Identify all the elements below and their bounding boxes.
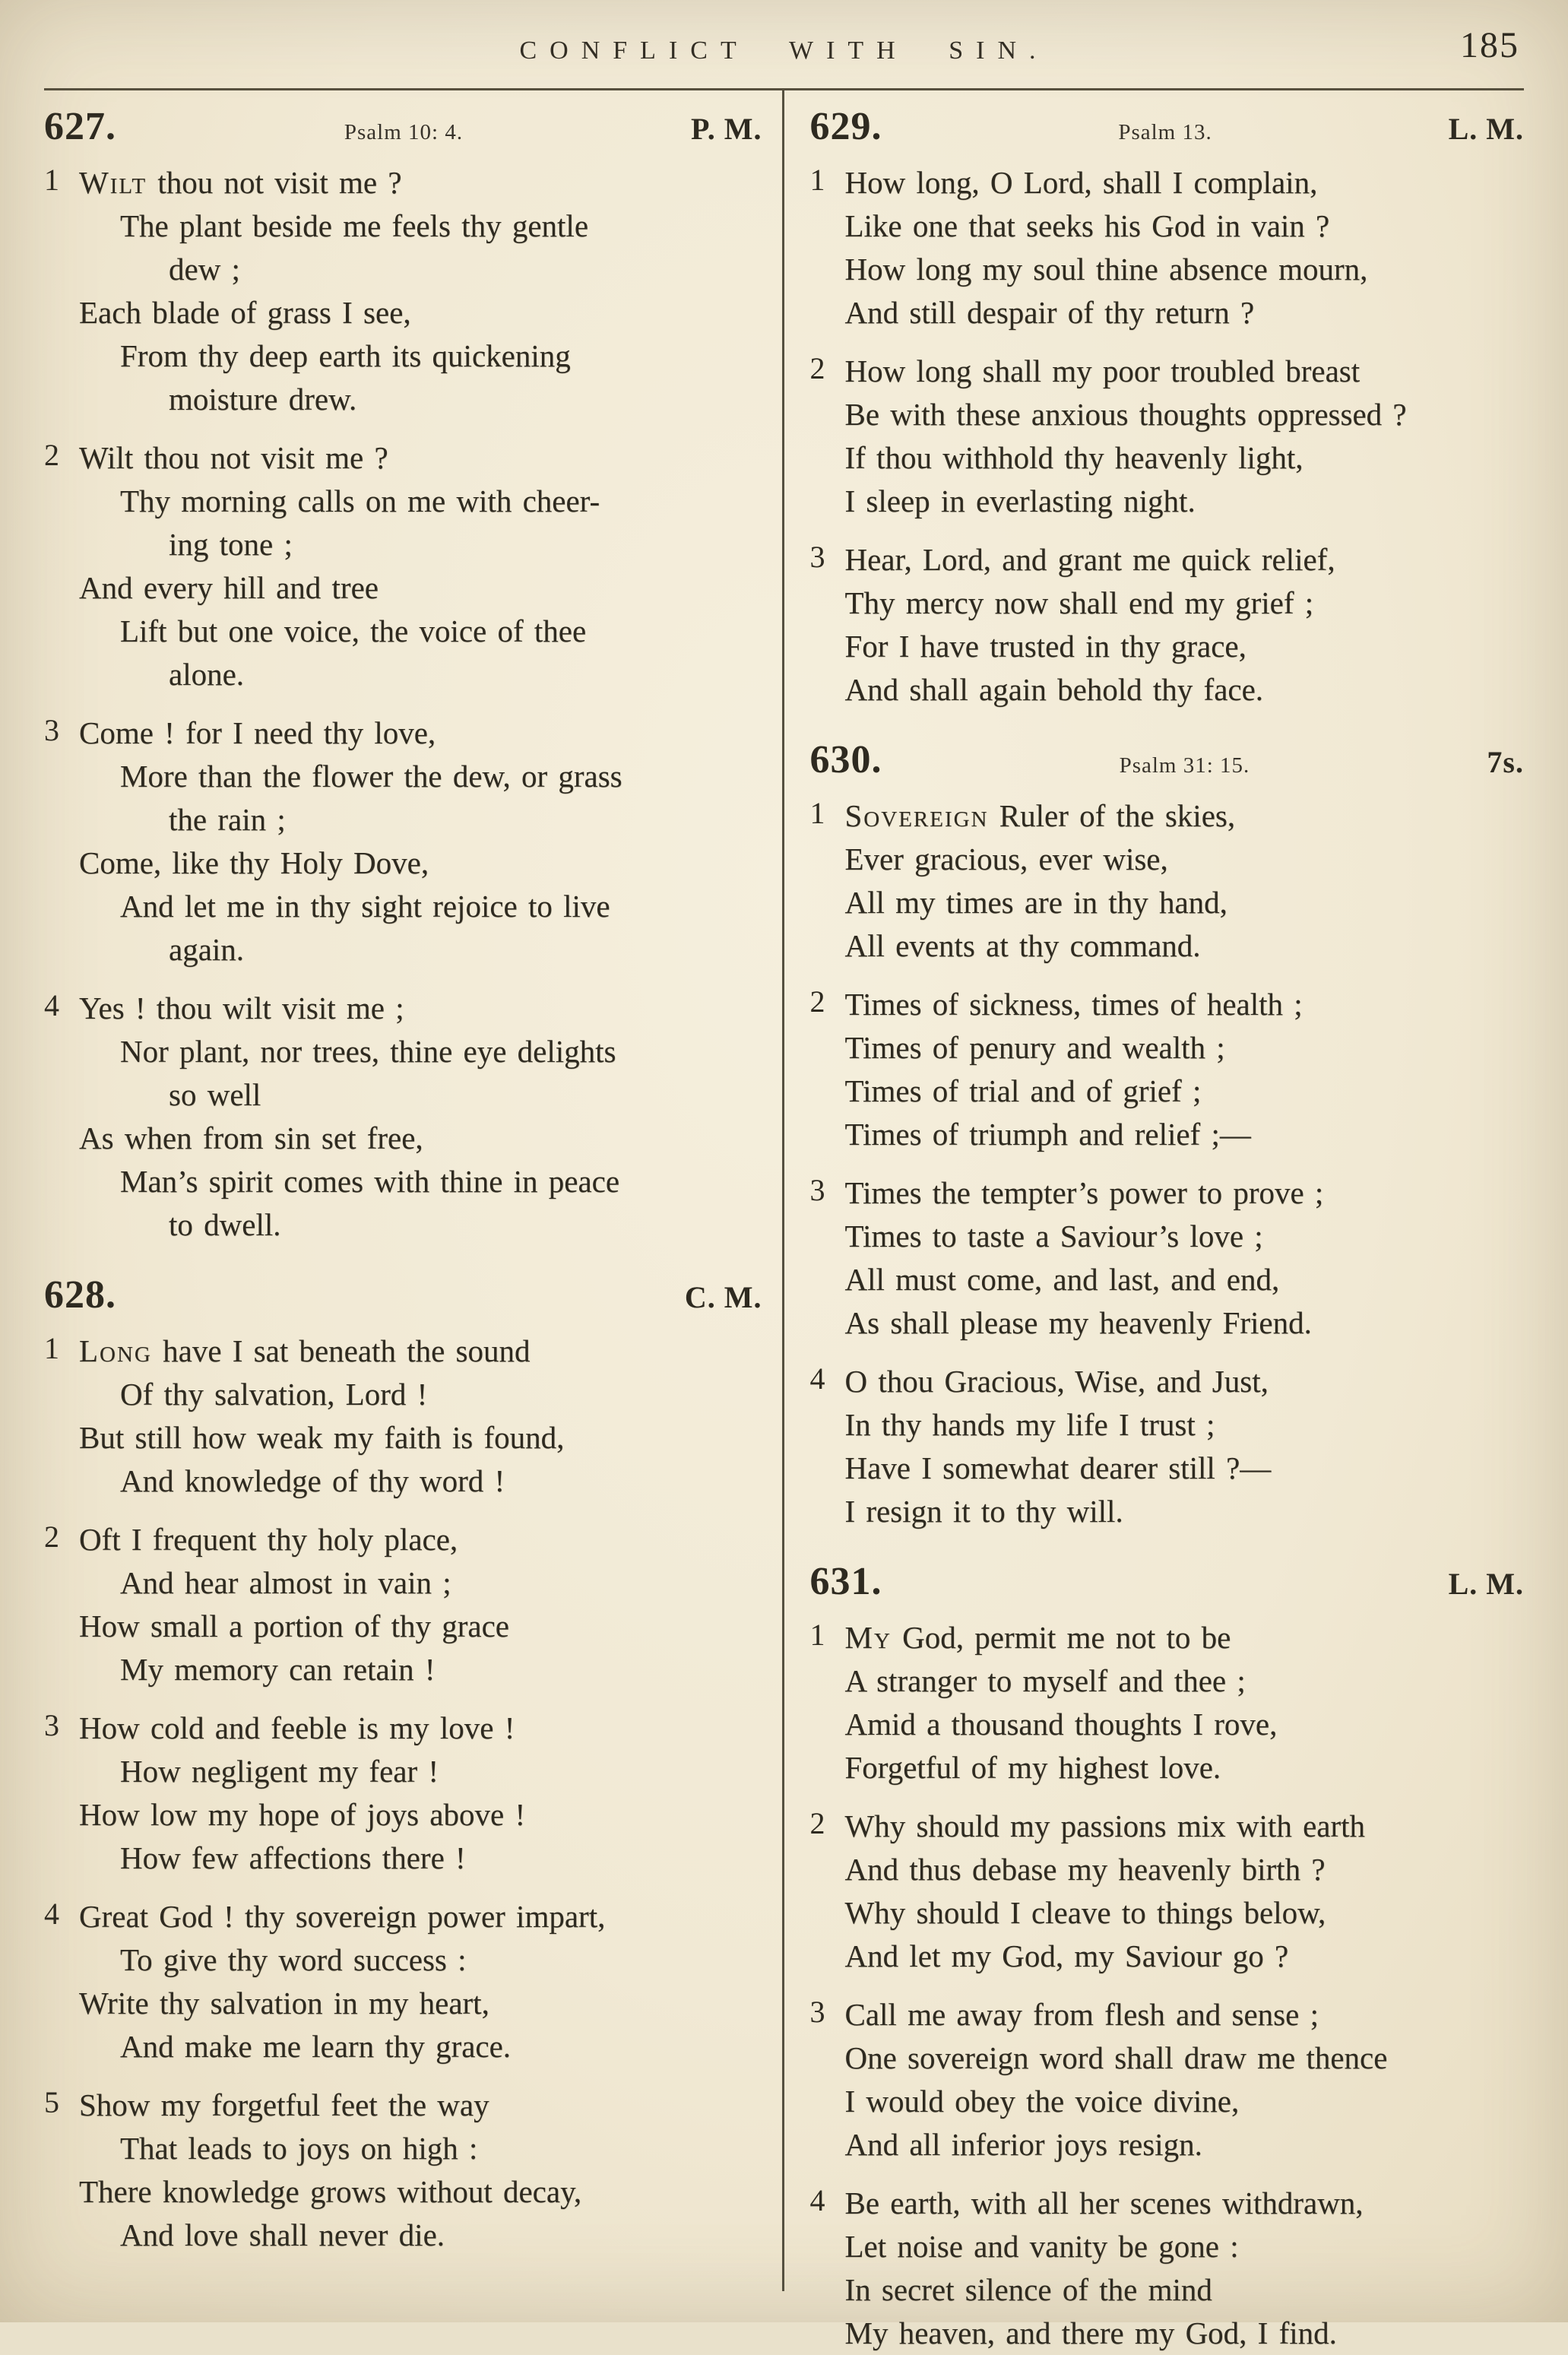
verse-line: Lift but one voice, the voice of thee (120, 613, 587, 648)
hymn-629 (810, 104, 1525, 712)
hymn-heading (44, 104, 762, 149)
verse-number: 1 (809, 1618, 825, 1652)
verse-lines (845, 1616, 1525, 1789)
verse-line: Come ! for I need thy love, (79, 715, 436, 750)
verse-number: 1 (809, 796, 825, 830)
verse (810, 1993, 1525, 2166)
verse-lines (79, 161, 762, 421)
verse-line: If thou withhold thy heavenly light, (844, 440, 1303, 475)
verse-line: How long shall my poor troubled breast (844, 353, 1361, 388)
section-title: CONFLICT WITH SIN. (519, 36, 1049, 65)
verse (810, 350, 1525, 523)
verse (810, 794, 1525, 968)
verse (44, 161, 762, 421)
verse-line: I would obey the voice divine, (844, 2084, 1240, 2119)
verse-line: My memory can retain ! (120, 1652, 436, 1687)
verse (44, 712, 762, 971)
verse-lines (79, 712, 762, 971)
verse-line: Wilt thou not visit me ? (79, 440, 388, 475)
verse-number: 1 (44, 1331, 59, 1365)
verse-line: Times of trial and of grief ; (844, 1073, 1202, 1108)
verse-number: 2 (44, 438, 59, 472)
verse-line: How few affections there ! (120, 1840, 466, 1875)
verse-line: And still despair of thy return ? (844, 295, 1255, 330)
verse (810, 1616, 1525, 1789)
verse (44, 1330, 762, 1503)
verse-line: My God, permit me not to be (844, 1620, 1231, 1655)
hymn-meter: L. M. (1448, 112, 1524, 146)
verse-line: My heaven, and there my God, I find. (844, 2315, 1337, 2350)
verse-number: 2 (809, 351, 825, 385)
hymn-reference: Psalm 31: 15. (1119, 753, 1250, 778)
verse-line: Why should I cleave to things below, (844, 1895, 1326, 1930)
hymn-630 (810, 737, 1525, 1533)
verse-line: And shall again behold thy face. (844, 672, 1264, 707)
verse-line: Why should my passions mix with earth (844, 1808, 1366, 1843)
verse (44, 1707, 762, 1880)
hymn-number: 627. (44, 105, 116, 148)
verse (810, 1171, 1525, 1345)
verse-line: How cold and feeble is my love ! (79, 1710, 515, 1745)
small-caps-lead: Wilt (79, 165, 147, 200)
verse-line: And all inferior joys resign. (844, 2127, 1202, 2162)
hymn-meter: C. M. (684, 1280, 762, 1314)
verse-line: There knowledge grows without decay, (79, 2174, 582, 2209)
hymn-heading (810, 737, 1525, 782)
verse-line: Times of penury and wealth ; (844, 1030, 1225, 1065)
verse-number: 4 (809, 1361, 825, 1396)
verse (810, 538, 1525, 712)
verse-number: 2 (44, 1520, 59, 1554)
verse-number: 3 (44, 1708, 59, 1742)
verse-line: Ever gracious, ever wise, (844, 842, 1168, 876)
text-columns (44, 90, 1524, 2350)
verse-line: How small a portion of thy grace (79, 1609, 509, 1643)
verse-line: And knowledge of thy word ! (120, 1463, 505, 1498)
hymn-meter: 7s. (1487, 745, 1524, 779)
verse-number: 2 (809, 1806, 825, 1840)
verse-line: Times the tempter’s power to prove ; (844, 1175, 1324, 1210)
verse-lines (79, 1895, 762, 2068)
verse-lines (845, 350, 1525, 523)
verse-line: dew ; (169, 252, 240, 287)
verse-line: In secret silence of the mind (844, 2272, 1212, 2307)
verse-line: How negligent my fear ! (120, 1754, 439, 1789)
verse-line: The plant beside me feels thy gentle (120, 208, 589, 243)
verse-lines (845, 538, 1525, 712)
verse-number: 1 (809, 163, 825, 197)
verse-line: How long my soul thine absence mourn, (844, 252, 1368, 287)
verse-line: Hear, Lord, and grant me quick relief, (844, 542, 1335, 577)
verse-line: Sovereign Ruler of the skies, (844, 798, 1236, 833)
verse-line: Let noise and vanity be gone : (844, 2229, 1239, 2264)
page-number: 185 (1460, 25, 1519, 65)
verse-line: to dwell. (169, 1207, 281, 1242)
verse-line: I sleep in everlasting night. (844, 483, 1196, 518)
verse-lines (845, 983, 1525, 1156)
verse-number: 5 (44, 2085, 59, 2119)
verse-line: In thy hands my life I trust ; (844, 1407, 1215, 1442)
verse-line: Thy mercy now shall end my grief ; (844, 585, 1314, 620)
verse-line: I resign it to thy will. (844, 1494, 1123, 1529)
verse-line: Man’s spirit comes with thine in peace (120, 1164, 620, 1199)
verse (44, 1518, 762, 1691)
verse-lines (845, 1805, 1525, 1978)
verse-line: the rain ; (169, 802, 286, 837)
verse-line: Each blade of grass I see, (79, 295, 411, 330)
verse-lines (79, 1330, 762, 1503)
verse-lines (845, 1171, 1525, 1345)
verse-lines (79, 987, 762, 1247)
verse-line: Amid a thousand thoughts I rove, (844, 1707, 1278, 1742)
hymn-631 (810, 1559, 1525, 2355)
verse (810, 1805, 1525, 1978)
verse-line: How long, O Lord, shall I complain, (844, 165, 1318, 200)
hymn-number: 630. (809, 738, 882, 781)
verse-line: alone. (169, 657, 245, 692)
left-column (44, 90, 784, 2291)
verse (810, 161, 1525, 334)
verse-line: again. (169, 932, 245, 967)
right-column (784, 90, 1525, 2350)
verse-line: O thou Gracious, Wise, and Just, (844, 1364, 1269, 1399)
verse-line: As shall please my heavenly Friend. (844, 1305, 1312, 1340)
verse-line: Have I somewhat dearer still ?— (844, 1450, 1272, 1485)
verse-lines (79, 1518, 762, 1691)
verse (810, 1360, 1525, 1533)
verse (810, 2182, 1525, 2355)
verse-number: 3 (809, 1995, 825, 2029)
verse-line: Thy morning calls on me with cheer- (120, 483, 600, 518)
verse-line: Oft I frequent thy holy place, (79, 1522, 458, 1557)
verse-line: Like one that seeks his God in vain ? (844, 208, 1330, 243)
verse-line: For I have trusted in thy grace, (844, 629, 1246, 664)
verse-line: And hear almost in vain ; (120, 1565, 451, 1600)
verse-number: 3 (44, 713, 59, 747)
small-caps-lead: Long (79, 1333, 152, 1368)
hymn-heading (810, 104, 1525, 149)
verse-number: 4 (44, 1897, 59, 1931)
verse-line: Be with these anxious thoughts oppressed ? (844, 397, 1407, 432)
verse-line: Call me away from flesh and sense ; (844, 1997, 1319, 2032)
verse (44, 1895, 762, 2068)
hymn-meter: P. M. (690, 112, 762, 146)
verse-line: Be earth, with all her scenes withdrawn, (844, 2185, 1364, 2220)
verse-line: More than the flower the dew, or grass (120, 759, 622, 794)
hymn-number: 628. (44, 1273, 116, 1317)
verse-number: 3 (809, 1173, 825, 1207)
verse-line: All events at thy command. (844, 928, 1201, 963)
verse-lines (845, 794, 1525, 968)
small-caps-lead: My (844, 1620, 892, 1655)
verse (44, 436, 762, 696)
verse-line: A stranger to myself and thee ; (844, 1663, 1246, 1698)
verse-line: How low my hope of joys above ! (79, 1797, 526, 1832)
hymn-number: 629. (809, 105, 882, 148)
verse-line: Times of triumph and relief ;— (844, 1117, 1251, 1152)
verse-lines (79, 436, 762, 696)
hymn-reference: Psalm 10: 4. (344, 120, 464, 144)
verse-line: moisture drew. (169, 382, 357, 417)
verse-line: All must come, and last, and end, (844, 1262, 1280, 1297)
verse-line: And every hill and tree (79, 570, 379, 605)
verse-number: 3 (809, 540, 825, 574)
verse-line: Times to taste a Saviour’s love ; (844, 1219, 1263, 1254)
hymn-627 (44, 104, 762, 1247)
verse-line: so well (169, 1077, 261, 1112)
verse-line: But still how weak my faith is found, (79, 1420, 565, 1455)
verse-line: Great God ! thy sovereign power impart, (79, 1899, 606, 1934)
verse-number: 4 (809, 2183, 825, 2217)
verse (810, 983, 1525, 1156)
verse-line: ing tone ; (169, 527, 293, 562)
running-header (44, 25, 1524, 79)
verse-number: 1 (44, 163, 59, 197)
verse-line: Yes ! thou wilt visit me ; (79, 990, 404, 1025)
verse (44, 987, 762, 1247)
verse-line: Times of sickness, times of health ; (844, 987, 1303, 1022)
verse-line: Show my forgetful feet the way (79, 2087, 489, 2122)
hymn-meter: L. M. (1448, 1567, 1524, 1601)
verse-lines (79, 2084, 762, 2257)
verse-line: And make me learn thy grace. (120, 2029, 512, 2064)
verse-line: Of thy salvation, Lord ! (120, 1377, 428, 1412)
verse-line: To give thy word success : (120, 1942, 467, 1977)
hymn-628 (44, 1273, 762, 2257)
verse-line: From thy deep earth its quickening (120, 338, 571, 373)
hymn-heading (44, 1273, 762, 1317)
small-caps-lead: Sovereign (844, 798, 989, 833)
verse-line: Write thy salvation in my heart, (79, 1986, 489, 2021)
verse-line: Forgetful of my highest love. (844, 1750, 1221, 1785)
verse-line: And love shall never die. (120, 2217, 445, 2252)
verse-line: Long have I sat beneath the sound (79, 1333, 531, 1368)
verse-line: And let me in thy sight rejoice to live (120, 889, 610, 924)
verse-lines (79, 1707, 762, 1880)
verse-line: Nor plant, nor trees, thine eye delights (120, 1034, 616, 1069)
verse-number: 2 (809, 984, 825, 1019)
verse-lines (845, 1993, 1525, 2166)
verse (44, 2084, 762, 2257)
verse-line: And thus debase my heavenly birth ? (844, 1852, 1326, 1887)
verse-number: 4 (44, 988, 59, 1022)
hymn-heading (810, 1559, 1525, 1604)
verse-line: Wilt thou not visit me ? (79, 165, 402, 200)
verse-lines (845, 161, 1525, 334)
verse-line: And let my God, my Saviour go ? (844, 1938, 1289, 1973)
verse-line: All my times are in thy hand, (844, 885, 1227, 920)
verse-line: Come, like thy Holy Dove, (79, 845, 429, 880)
verse-line: That leads to joys on high : (120, 2131, 478, 2166)
verse-lines (845, 2182, 1525, 2355)
hymn-reference: Psalm 13. (1118, 120, 1212, 144)
hymn-number: 631. (809, 1560, 882, 1603)
verse-lines (845, 1360, 1525, 1533)
verse-line: As when from sin set free, (79, 1120, 423, 1155)
verse-line: One sovereign word shall draw me thence (844, 2040, 1388, 2075)
